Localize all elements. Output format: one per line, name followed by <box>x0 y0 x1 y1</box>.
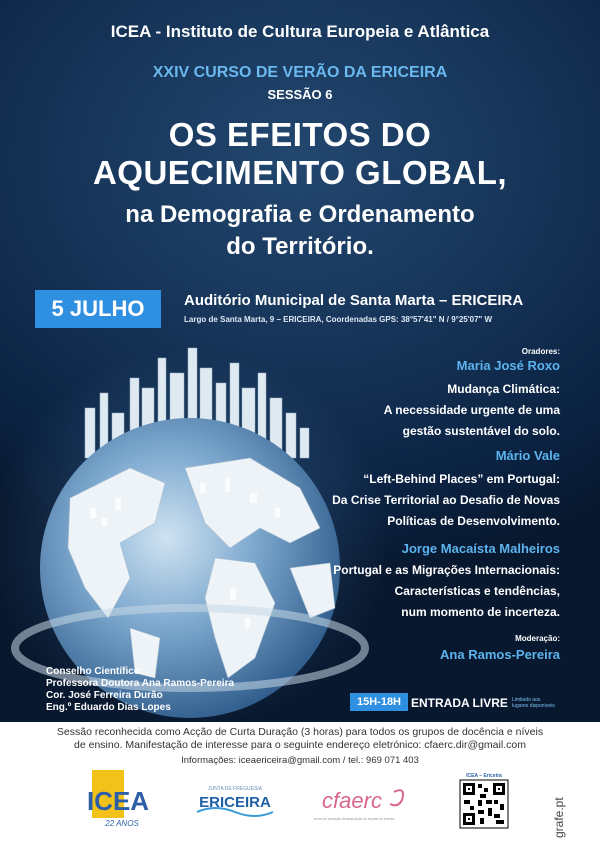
talk-title-line: num momento de incerteza. <box>401 605 560 619</box>
speaker-name: Jorge Macaísta Malheiros <box>401 541 560 556</box>
svg-text:centro de formação da associaç: centro de formação da associação de escolas de ericeira <box>313 817 395 821</box>
icea-logo <box>82 770 154 832</box>
svg-text:JUNTA DE FREGUESIA: JUNTA DE FREGUESIA <box>207 786 263 792</box>
svg-text:22 ANOS: 22 ANOS <box>105 819 139 828</box>
footer <box>0 722 600 848</box>
footer-recognition-line-1: Sessão reconhecida como Acção de Curta Duração (3 horas) para todos os grupos de docência e níveis <box>56 726 544 738</box>
main-title-line-2: AQUECIMENTO GLOBAL, <box>92 154 508 191</box>
svg-text:ICEA – Ericeira: ICEA – Ericeira <box>466 773 502 779</box>
session-label: SESSÃO 6 <box>267 87 333 102</box>
ericeira-parish-logo <box>193 780 277 818</box>
event-address: Largo de Santa Marta, 9 – ERICEIRA, Coordenadas GPS: 38°57'41" N / 9°25'07" W <box>184 315 493 324</box>
talk-title-line: A necessidade urgente de uma <box>383 403 560 417</box>
svg-text:cfaerc: cfaerc <box>322 788 382 813</box>
main-title-line-4: do Território. <box>226 233 374 260</box>
council-heading: Conselho Científico: <box>46 666 144 677</box>
talk-title-line: Políticas de Desenvolvimento. <box>387 514 560 528</box>
speakers-heading: Oradores: <box>521 347 560 356</box>
designer-credit <box>548 766 568 840</box>
footer-recognition-line-2: de ensino. Manifestação de interesse para o seguinte endereço eletrónico: cfaerc.dir@gmail.com <box>74 739 526 751</box>
moderator-name: Ana Ramos-Pereira <box>440 647 560 662</box>
scientific-council <box>46 666 234 714</box>
talk-title-line: Características e tendências, <box>394 584 560 598</box>
contact-info: Informações: iceaericeira@gmail.com / tel.: 969 071 403 <box>181 755 419 766</box>
speaker-name: Maria José Roxo <box>456 358 560 373</box>
council-member: Eng.º Eduardo Dias Lopes <box>46 702 171 713</box>
course-title: XXIV CURSO DE VERÃO DA ERICEIRA <box>152 64 448 81</box>
talk-title-line: Da Crise Territorial ao Desafio de Novas <box>332 493 560 507</box>
svg-text:ERICEIRA: ERICEIRA <box>199 794 271 811</box>
free-entry-label: ENTRADA LIVRE <box>411 696 508 710</box>
speaker-name: Mário Vale <box>495 448 560 463</box>
talk-title-line: gestão sustentável do solo. <box>402 424 560 438</box>
hours-badge: 15H-18H <box>350 693 408 711</box>
event-date-badge: 5 JULHO <box>35 290 161 328</box>
council-member: Professora Doutora Ana Ramos-Pereira <box>46 678 235 689</box>
qr-code <box>456 770 512 836</box>
talk-title-line: “Left-Behind Places” em Portugal: <box>363 472 560 486</box>
limited-seats-note: Limitado aos lugares disponíveis <box>512 697 555 709</box>
main-title-line-3: na Demografia e Ordenamento <box>125 201 475 228</box>
council-member: Cor. José Ferreira Durão <box>46 690 163 701</box>
svg-text:grafe.pt: grafe.pt <box>552 797 566 838</box>
talk-title-line: Mudança Climática: <box>447 382 560 396</box>
institute-name: ICEA - Instituto de Cultura Europeia e Atlântica <box>110 22 490 41</box>
globe-city-illustration <box>0 318 390 722</box>
cfaerc-logo <box>302 778 414 826</box>
svg-text:ICEA: ICEA <box>86 786 150 816</box>
main-title-line-1: OS EFEITOS DO <box>168 116 432 153</box>
event-venue: Auditório Municipal de Santa Marta – ERICEIRA <box>184 292 524 309</box>
moderation-heading: Moderação: <box>515 634 560 643</box>
talk-title-line: Portugal e as Migrações Internacionais: <box>333 563 560 577</box>
